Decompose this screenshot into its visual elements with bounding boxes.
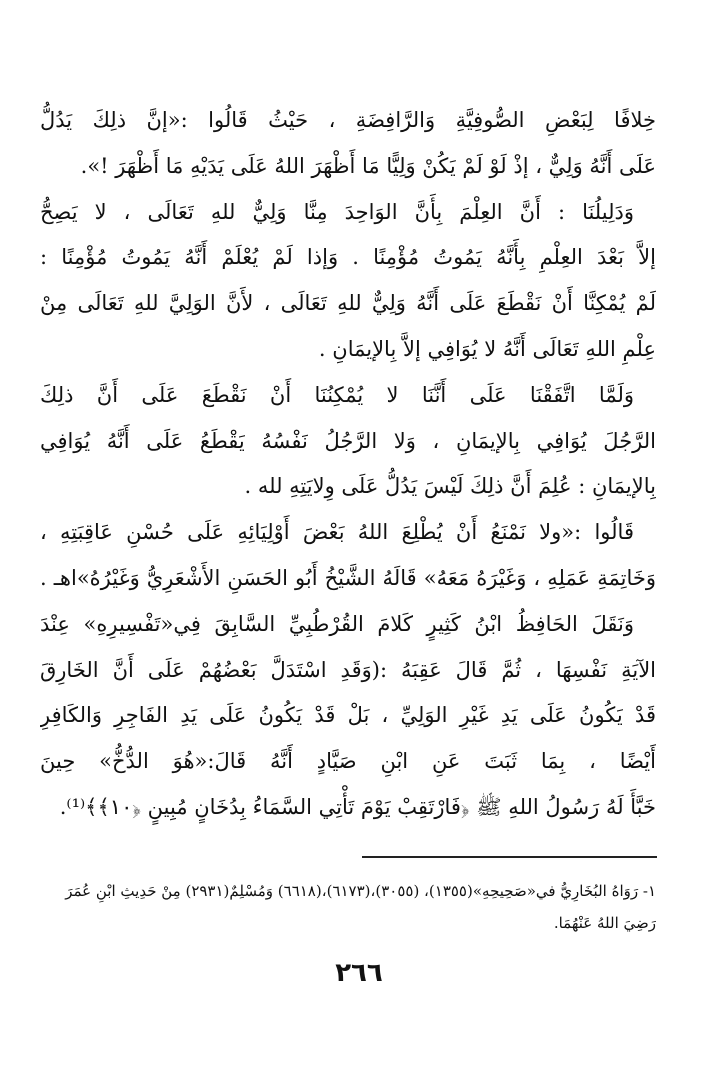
footnote-divider [362, 856, 657, 858]
text-line: وَلَمَّا اتَّفَقْنَا عَلَى أَنَّنَا لا يُمْكِنُنَا أَنْ نَقْطَعَ عَلَى أَنَّ ذلِكَ [40, 382, 634, 407]
text-line: بِالإيمَانِ : عُلِمَ أَنَّ ذلِكَ لَيْسَ يَدُلُّ عَلَى وِلايَتِهِ لله . [244, 474, 656, 499]
footnote-line: ١- رَوَاهُ البُخَارِيُّ في«صَحِيحِهِ»(١٣٥٥)، (٣٠٥٥)،(٦١٧٣)،(٦٦١٨) وَمُسْلِمٌ(٢٩٣١) مِنْ حَدِيثِ ابْنِ عُمَرَ [65, 882, 656, 900]
text-line: وَدَلِيلُنَا : أَنَّ العِلْمَ بِأَنَّ الوَاحِدَ مِنَّا وَلِيٌّ للهِ تَعَالَى ، لا يَصِحُّ [40, 199, 634, 224]
text-line: خِلافًا لِبَعْضِ الصُّوفِيَّةِ وَالرَّافِضَةِ ، حَيْثُ قَالُوا :«إنَّ ذلِكَ يَدُلُّ [40, 108, 656, 132]
text-line: وَنَقَلَ الحَافِظُ ابْنُ كَثِيرٍ كَلامَ القُرْطُبِيِّ السَّابِقَ فِي«تَفْسِيرِهِ» عِنْدَ [40, 611, 634, 636]
main-text [40, 98, 656, 831]
text-line: قَدْ يَكُونُ عَلَى يَدِ غَيْرِ الوَلِيِّ ، بَلْ قَدْ يَكُونُ عَلَى يَدِ الفَاجِرِ وَالكَافِرِ [40, 703, 656, 728]
text-line: عَلَى أَنَّهُ وَلِيٌّ ، إذْ لَوْ لَمْ يَكُنْ وَلِيًّا مَا أَظْهَرَ اللهُ عَلَى يَدَيْهِ مَا أَظْهَرَ !». [80, 153, 656, 178]
text-line: الرَّجُلَ يُوَافِي بِالإيمَانِ ، وَلا الرَّجُلُ نَفْسُهُ يَقْطَعُ عَلَى أَنَّهُ يُوَافِي [40, 428, 656, 453]
page-number: ٢٦٦ [335, 958, 383, 988]
text-line: عِلْمِ اللهِ تَعَالَى أَنَّهُ لا يُوَافِي إلاَّ بِالإيمَانِ . [318, 336, 656, 361]
text-line: وَخَاتِمَةِ عَمَلِهِ ، وَغَيْرَهُ مَعَهُ» قَالَهُ الشَّيْخُ أَبُو الحَسَنِ الأَشْعَرِيُّ وَغَيْرُهُ»اهـ . [40, 565, 656, 590]
text-line: لَمْ يُمْكِنَّا أَنْ نَقْطَعَ عَلَى أَنَّهُ وَلِيٌّ للهِ تَعَالَى ، لأَنَّ الوَلِيَّ للهِ تَعَالَى مِنْ [40, 291, 656, 316]
footnote-line: رَضِيَ اللهُ عَنْهُمَا. [553, 914, 656, 932]
text-line: الآيَةِ نَفْسِهَا ، ثُمَّ قَالَ عَقِبَهُ :(وَقَدِ اسْتَدَلَّ بَعْضُهُمْ عَلَى أَنَّ الخَارِقَ [40, 657, 656, 682]
text-line: إلاَّ بَعْدَ العِلْمِ بِأَنَّهُ يَمُوتُ مُؤْمِنًا . وَإذا لَمْ يُعْلَمْ أَنَّهُ يَمُوتُ مُؤْمِنًا : [40, 245, 656, 270]
text-line: خَبَّأَ لَهُ رَسُولُ اللهِ ﷺ ﴿فَارْتَقِبْ يَوْمَ تَأْتِي السَّمَاءُ بِدُخَانٍ مُبِينٍ ﴿١٠﴾﴾⁽¹⁾. [59, 794, 656, 819]
text-line: قَالُوا :«ولا نَمْنَعُ أَنْ يُطْلِعَ اللهُ بَعْضَ أَوْلِيَائِهِ عَلَى حُسْنِ عَاقِبَتِهِ ، [40, 520, 634, 545]
text-line: أَيْضًا ، بِمَا ثَبَتَ عَنِ ابْنِ صَيَّادٍ أَنَّهُ قَالَ:«هُوَ الدُّخُّ» حِينَ [40, 749, 656, 774]
footnotes [40, 875, 656, 939]
